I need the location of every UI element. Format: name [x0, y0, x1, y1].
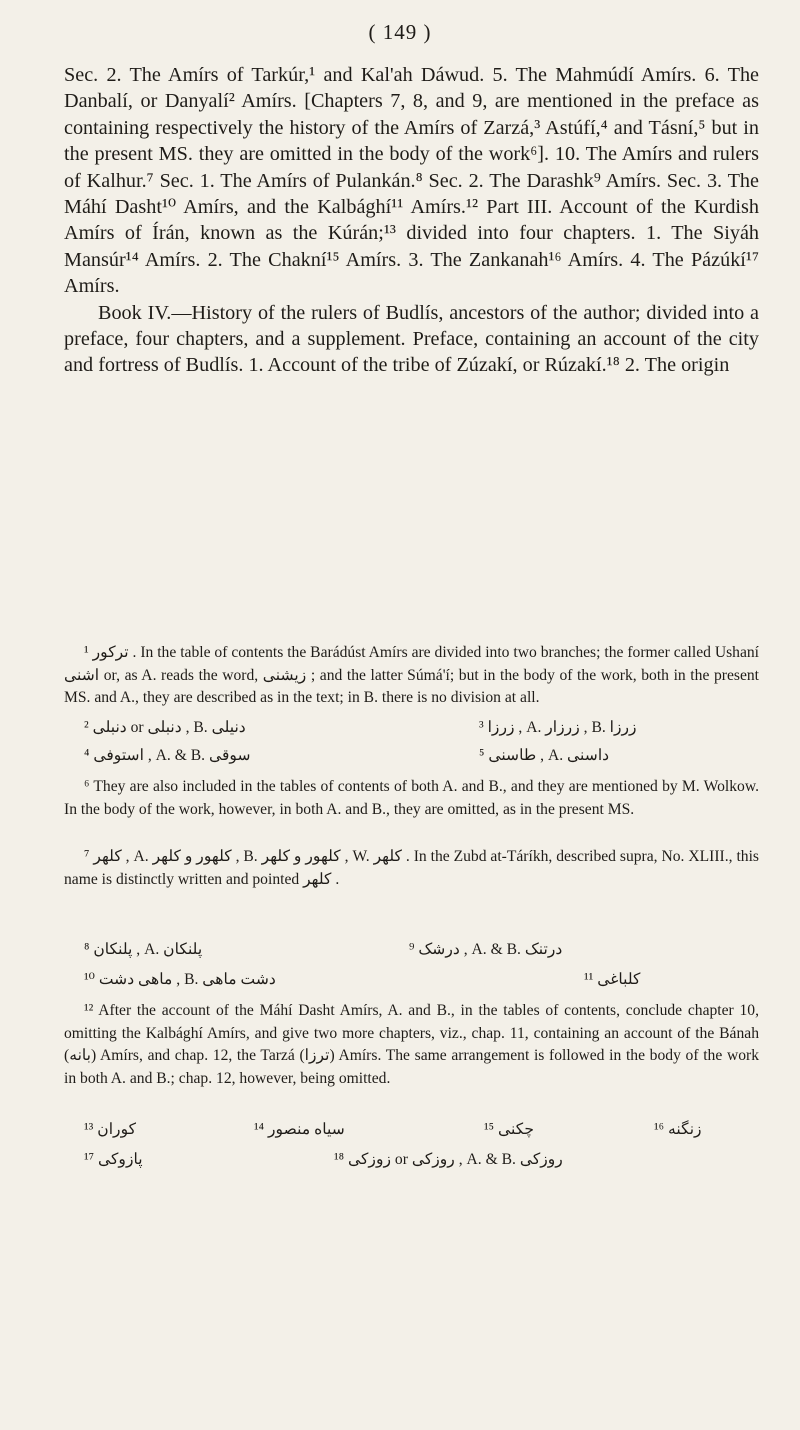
- footnote-16: ¹⁶ زنگنه: [654, 1121, 702, 1138]
- footnote-9: ⁹ درشک , A. & B. درتنک: [409, 941, 563, 958]
- footnote-15: ¹⁵ چکنی: [484, 1121, 534, 1138]
- footnote-block: [64, 1000, 759, 1090]
- book-iv-paragraph: Book IV.—History of the rulers of Budlís, ancestors of the author; divided into a preface, four chapters, and a supplement. Preface, containing an account of the city and fortress of Budlís. 1. Account of the tribe of Zúzakí, or Rúzakí.¹⁸ 2. The origin: [64, 301, 759, 377]
- main-paragraph: Sec. 2. The Amírs of Tarkúr,¹ and Kal'ah Dáwud. 5. The Mahmúdí Amírs. 6. The Danbalí, or Danyalí² Amírs. [Chapters 7, 8, and 9, are mentioned in the preface as containing respectively the history of the Amírs of Zarzá,³ Astúfí,⁴ and Tásní,⁵ but in the present MS. they are omitted in the body of the work⁶]. 10. The Amírs and rulers of Kalhur.⁷ Sec. 1. The Amírs of Pulankán.⁸ Sec. 2. The Darashk⁹ Amírs. Sec. 3. The Máhí Dasht¹⁰ Amírs, and the Kalbághí¹¹ Amírs.¹² Part III. Account of the Kurdish Amírs of Írán, known as the Kúrán;¹³ divided into four chapters. 1. The Siyáh Mansúr¹⁴ Amírs. 2. The Chakní¹⁵ Amírs. 3. The Zankanah¹⁶ Amírs. 4. The Pázúkí¹⁷ Amírs.: [64, 64, 759, 298]
- footnote-11: ¹¹ کلباغی: [584, 971, 641, 988]
- footnote-8: ⁸ پلنکان , A. پلنکان: [84, 941, 203, 958]
- footnote-block: [64, 776, 759, 821]
- footnote-row: [64, 1150, 759, 1180]
- footnote-7: ⁷ کلهر , A. کلهور و کلهر , B. کلهور و کلهر , W. کلهر . In the Zubd at-Táríkh, described supra, No. XLIII., this name is distinctly written and pointed کلهر .: [64, 848, 759, 888]
- footnote-2: ² دنبلی or دنبلی , B. دنیلی: [84, 719, 246, 736]
- footnote-block: [64, 642, 759, 710]
- footnote-5: ⁵ طاسنی , A. داسنی: [479, 747, 610, 764]
- footnote-6: ⁶ They are also included in the tables of contents of both A. and B., and they are mentioned by M. Wolkow. In the body of the work, however, in both A. and B., they are omitted, as in the present MS.: [64, 778, 759, 818]
- footnote-1: ¹ ترکور . In the table of contents the Barádúst Amírs are divided into two branches; the former called Ushaní اشنی or, as A. reads the word, زیشنی ; and the latter Súmá'í; but in the body of the work, both in the present MS. and A., they are described as in the text; in B. there is no division at all.: [64, 644, 760, 707]
- footnote-13: ¹³ کوران: [84, 1121, 137, 1138]
- footnote-3: ³ زرزا , A. زرزار , B. زرزا: [479, 719, 637, 736]
- footnote-row: [64, 1120, 759, 1150]
- footnote-18: ¹⁸ زوزکی or روزکی , A. & B. روزکی: [334, 1151, 563, 1168]
- footnote-row: [64, 940, 759, 970]
- footnote-17: ¹⁷ پازوکی: [84, 1151, 143, 1168]
- footnote-row: [64, 970, 759, 1000]
- footnote-row: [64, 718, 759, 748]
- page-number: ( 149 ): [368, 20, 432, 44]
- footnote-row: [64, 746, 759, 776]
- footnote-block: [64, 846, 759, 891]
- footnote-10: ¹⁰ ماهی دشت , B. دشت ماهی: [84, 971, 276, 988]
- footnote-4: ⁴ استوفی , A. & B. سوقی: [84, 747, 251, 764]
- footnote-12: ¹² After the account of the Máhí Dasht Amírs, A. and B., in the tables of contents, conclude chapter 10, omitting the Kalbághí Amírs, and give two more chapters, viz., chap. 11, containing an account of the Bánah (بانه) Amírs, and chap. 12, the Tarzá (ترزا) Amírs. The same arrangement is followed in the body of the work in both A. and B.; chap. 12, however, being omitted.: [64, 1002, 759, 1087]
- main-text: [64, 62, 759, 379]
- footnote-14: ¹⁴ سیاه منصور: [254, 1121, 345, 1138]
